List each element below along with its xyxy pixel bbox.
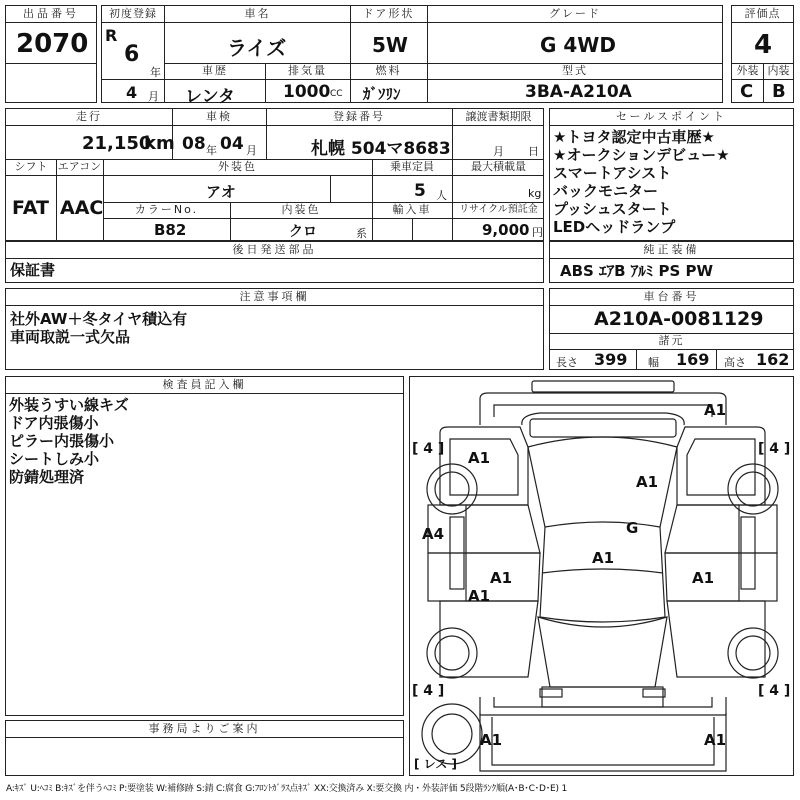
reg-number: 札幌 504マ8683 xyxy=(311,139,451,159)
car-info-box xyxy=(165,5,723,107)
inspector-box xyxy=(5,376,404,716)
insp-month: 04 xyxy=(220,134,244,154)
reg-year-unit: 年 xyxy=(150,66,161,79)
inspector-line: シートしみ小 xyxy=(9,450,100,468)
length-label: 長さ xyxy=(556,356,578,369)
score: 4 xyxy=(754,30,773,60)
tire-mark-rear-left: [ 4 ] xyxy=(412,683,445,699)
damage-mark: A1 xyxy=(692,569,715,587)
sales-point-item: LEDヘッドランプ xyxy=(553,218,676,236)
capacity-label: 乗車定員 xyxy=(390,160,434,173)
car-outline-diagram xyxy=(410,377,795,777)
sales-point-item: プッシュスタート xyxy=(553,200,672,218)
displacement-label: 排気量 xyxy=(288,64,327,77)
later-parts-box xyxy=(5,241,544,283)
model-label: 型式 xyxy=(562,64,588,77)
later-parts-label: 後日発送部品 xyxy=(6,242,543,259)
transfer-month: 月 xyxy=(493,145,504,158)
colorno-label: カラーNo. xyxy=(134,203,199,216)
sales-point-box xyxy=(549,108,794,241)
sales-point-label: セールスポイント xyxy=(550,109,793,126)
chassis-label: 車台番号 xyxy=(550,289,793,306)
equipment-box xyxy=(549,241,794,283)
length: 399 xyxy=(594,350,628,369)
grade: G 4WD xyxy=(540,33,616,57)
model: 3BA-A210A xyxy=(525,82,632,102)
displacement-unit: CC xyxy=(330,89,343,99)
car-name: ライズ xyxy=(227,36,287,60)
recycle-label: リサイクル預託金 xyxy=(459,204,538,215)
tire-mark-front-right: [ 4 ] xyxy=(758,441,791,457)
damage-mark: A1 xyxy=(468,449,491,467)
era-mark: R xyxy=(105,26,118,45)
exterior-label: 外装 xyxy=(736,64,759,77)
office-box xyxy=(5,720,404,776)
fuel-label: 燃料 xyxy=(375,64,402,77)
maxload-label: 最大積載量 xyxy=(471,160,526,173)
first-reg-box xyxy=(101,5,165,103)
history-label: 車歴 xyxy=(202,64,228,77)
lot-number: 2070 xyxy=(16,29,89,59)
recycle-fee: 9,000 xyxy=(482,221,530,239)
first-reg-label: 初度登録 xyxy=(102,6,164,23)
insp-year: 08 xyxy=(182,134,206,154)
caution-label: 注意事項欄 xyxy=(6,289,543,306)
damage-mark: A1 xyxy=(636,473,659,491)
later-parts-value: 保証書 xyxy=(10,261,56,279)
damage-mark: A1 xyxy=(480,731,503,749)
caution-box xyxy=(5,288,544,370)
lot-label: 出品番号 xyxy=(6,6,96,23)
mileage: 21,150 xyxy=(82,133,152,154)
equipment-value: ABS ｴｱB ｱﾙﾐ PS PW xyxy=(560,262,714,280)
damage-diagram xyxy=(409,376,794,776)
color-number: B82 xyxy=(154,221,187,239)
damage-mark: A1 xyxy=(704,401,727,419)
office-label: 事務局よりご案内 xyxy=(6,721,403,738)
equipment-label: 純正装備 xyxy=(550,242,793,259)
capacity: 5 xyxy=(414,181,426,201)
mileage-label: 走行 xyxy=(76,110,102,123)
score-box xyxy=(731,5,794,103)
legend-footer: A:ｷｽﾞ U:ﾍｺﾐ B:ｷｽﾞを伴うﾍｺﾐ P:要塗装 W:補修跡 S:錆 C:腐食 G:ﾌﾛﾝﾄｶﾞﾗｽ点ｷｽﾞ XX:交換済み X:要交換 内・外装評価 5段階ﾗﾝｸ順(A･B･C･D･E) 1 xyxy=(6,784,567,794)
inspection-label: 車検 xyxy=(206,110,232,123)
damage-mark: A4 xyxy=(422,525,445,543)
damage-mark: A1 xyxy=(490,569,513,587)
int-color: クロ xyxy=(289,224,317,240)
int-color-unit: 系 xyxy=(356,227,367,240)
inspector-line: 防錆処理済 xyxy=(9,468,85,486)
score-label: 評価点 xyxy=(732,6,793,23)
inspector-line: ピラー内張傷小 xyxy=(9,432,115,450)
caution-line: 社外AW＋冬タイヤ積込有 xyxy=(10,310,188,328)
caution-line: 車両取説一式欠品 xyxy=(10,328,131,346)
ext-color: アオ xyxy=(206,183,236,201)
damage-mark: A1 xyxy=(704,731,727,749)
tire-mark-rear-right: [ 4 ] xyxy=(758,683,791,699)
spare-tire-mark: [ レス ] xyxy=(414,757,457,771)
exterior-grade: C xyxy=(740,81,754,102)
capacity-unit: 人 xyxy=(436,189,447,202)
ac: AAC xyxy=(60,197,104,219)
height-label: 高さ xyxy=(724,356,746,369)
reg-number-label: 登録番号 xyxy=(333,110,385,123)
sales-point-item: スマートアシスト xyxy=(553,164,672,182)
mileage-unit: km xyxy=(144,133,175,154)
width: 169 xyxy=(676,350,710,369)
lot-box xyxy=(5,5,97,103)
recycle-unit: 円 xyxy=(532,226,543,239)
car-name-label: 車名 xyxy=(244,7,271,20)
dims-label: 諸元 xyxy=(658,334,685,347)
shift-label: シフト xyxy=(14,160,48,173)
transfer-day: 日 xyxy=(528,145,539,158)
intcolor-label: 内装色 xyxy=(281,203,321,216)
fuel: ｶﾞｿﾘﾝ xyxy=(363,85,401,103)
width-label: 幅 xyxy=(648,356,659,369)
height: 162 xyxy=(756,350,790,369)
tire-mark-front-left: [ 4 ] xyxy=(412,441,445,457)
inspector-label: 検査員記入欄 xyxy=(6,377,403,394)
shift: FAT xyxy=(12,197,49,219)
inspector-line: ドア内張傷小 xyxy=(9,414,99,432)
interior-grade: B xyxy=(772,81,786,102)
chassis-number: A210A-0081129 xyxy=(594,308,764,330)
inspector-line: 外装うすい線キズ xyxy=(9,396,129,414)
color-label: 外装色 xyxy=(218,160,257,173)
chassis-box xyxy=(549,288,794,370)
reg-month: 4 xyxy=(126,83,138,102)
reg-month-unit: 月 xyxy=(148,90,159,103)
grade-label: グレード xyxy=(549,7,601,20)
door-label: ドア形状 xyxy=(362,7,415,20)
ac-label: エアコン xyxy=(57,160,102,173)
damage-mark: A1 xyxy=(468,587,491,605)
reg-year: 6 xyxy=(124,42,140,67)
damage-mark: G xyxy=(626,519,639,537)
interior-label: 内装 xyxy=(767,64,790,77)
door-type: 5W xyxy=(372,33,408,57)
displacement: 1000 xyxy=(283,82,331,102)
import-label: 輸入車 xyxy=(392,203,432,216)
insp-month-unit: 月 xyxy=(246,144,257,157)
transfer-label: 譲渡書類期限 xyxy=(465,110,532,123)
history: レンタ xyxy=(185,87,235,107)
maxload-unit: kg xyxy=(528,187,542,200)
sales-point-item: ★オークションデビュー★ xyxy=(553,146,730,164)
sales-point-item: バックモニター xyxy=(553,182,659,200)
detail-box xyxy=(5,108,544,241)
sales-point-item: ★トヨタ認定中古車歴★ xyxy=(553,128,715,146)
damage-mark: A1 xyxy=(592,549,615,567)
insp-year-unit: 年 xyxy=(206,144,217,157)
